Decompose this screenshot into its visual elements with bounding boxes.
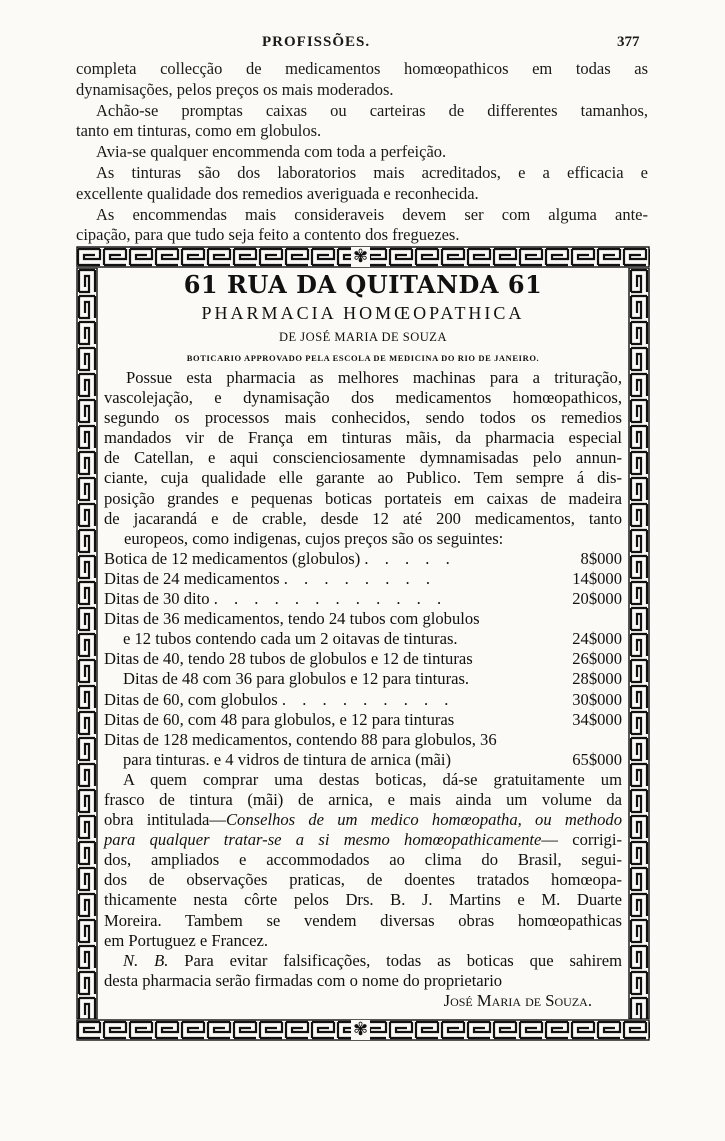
ad-line: obra intitulada—Conselhos de um medico homœopatha, ou methodo	[104, 810, 622, 830]
price-desc: Ditas de 128 medicamentos, contendo 88 para globulos, 36	[104, 729, 497, 749]
price-desc: para tinturas. e 4 vidros de tintura de arnica (mãi)	[123, 749, 452, 769]
price-value	[544, 609, 622, 629]
price-value: 34$000	[572, 709, 622, 729]
running-title: PROFISSÕES.	[262, 34, 371, 50]
price-value: 65$000	[572, 749, 622, 769]
price-desc: Ditas de 36 medicamentos, tendo 24 tubos com globulos	[104, 609, 480, 629]
ad-line: segundo os processos mais conhecidos, sendo todos os remedios	[104, 408, 622, 428]
ad-line: thicamente nesta côrte pelos Drs. B. J. Martins e M. Duarte	[104, 890, 622, 910]
page-number: 377	[617, 34, 640, 50]
floral-ornament-icon: ✾	[353, 1019, 369, 1040]
intro-line: Avia-se qualquer encommenda com toda a perfeição.	[96, 142, 447, 162]
price-value: 8$000	[580, 548, 622, 568]
price-row	[104, 589, 622, 609]
price-row	[104, 649, 622, 669]
price-row	[104, 629, 622, 649]
ad-line: dos de observações praticas, de doentes tratados homœopa-	[104, 870, 622, 890]
price-value: 30$000	[572, 689, 622, 709]
nb-label: N. B.	[123, 950, 169, 970]
intro-line: Achão-se promptas caixas ou carteiras de differentes tamanhos,	[96, 100, 648, 120]
ad-line: para qualquer tratar-se a si mesmo homœopathicamente— corrigi-	[104, 830, 622, 850]
price-row	[104, 609, 622, 629]
price-desc: Botica de 12 medicamentos (globulos) . . . . .	[104, 548, 456, 568]
price-value: 26$000	[572, 649, 622, 669]
ad-line: Moreira. Tambem se vendem diversas obras homœopathicas	[104, 910, 622, 930]
price-value: 20$000	[572, 589, 622, 609]
ad-line: ciante, cuja qualidade elle garante ao Publico. Tem sempre á dis-	[104, 468, 622, 488]
price-value: 24$000	[572, 629, 622, 649]
ad-address: 61 RUA DA QUITANDA 61	[183, 270, 543, 299]
intro-line: As tinturas são dos laboratorios mais acreditados, e a efficacia e	[96, 162, 648, 182]
ad-line: posição grandes e pequenas boticas portateis em caixas de madeira	[104, 488, 622, 508]
price-desc: Ditas de 60, com 48 para globulos, e 12 para tinturas	[104, 709, 455, 729]
book-title-part1: Conselhos de um medico homœopatha, ou methodo	[225, 810, 622, 830]
price-value: 14$000	[572, 568, 622, 588]
price-desc: Ditas de 60, com globulos . . . . . . . . .	[104, 689, 455, 709]
intro-line: cipação, para que tudo seja feito a contento dos freguezes.	[76, 225, 460, 245]
intro-line: tanto em tinturas, como em globulos.	[76, 121, 322, 141]
price-desc: Ditas de 24 medicamentos . . . . . . . .	[104, 568, 436, 588]
price-desc: Ditas de 48 com 36 para globulos e 12 para tinturas.	[123, 669, 470, 689]
signature: José Maria de Souza.	[443, 990, 592, 1010]
ad-owner: DE JOSÉ MARIA DE SOUZA	[279, 330, 447, 344]
intro-line: completa collecção de medicamentos homœopathicos em todas as	[76, 59, 648, 78]
ad-line: A quem comprar uma destas boticas, dá-se gratuitamente um	[123, 769, 622, 789]
nb-line: N. B. Para evitar falsificações, todas as boticas que sahirem	[123, 950, 622, 970]
ad-line: vascolejação, e dynamisação dos medicamentos homœopathicos,	[104, 388, 622, 408]
ad-line: dos, ampliados e accommodados ao clima do Brasil, segui-	[104, 850, 622, 870]
price-desc: e 12 tubos contendo cada um 2 oitavas de tinturas.	[123, 629, 458, 649]
floral-ornament-icon: ✾	[353, 246, 369, 267]
intro-line: As encommendas mais consideraveis devem ser com alguma ante-	[96, 204, 648, 224]
price-row	[104, 669, 622, 689]
price-value	[544, 730, 622, 750]
page-header	[0, 34, 725, 54]
price-row	[104, 549, 622, 569]
price-desc: Ditas de 30 dito . . . . . . . . . . . .	[104, 589, 448, 609]
ad-line: de Catellan, e aqui conscienciosamente dymnamisadas pelo annun-	[104, 448, 622, 468]
intro-line: dynamisações, pelos preços os mais moderados.	[76, 79, 394, 99]
ornamental-border-left	[76, 268, 98, 1019]
price-row	[104, 690, 622, 710]
ad-line: em Portuguez e Francez.	[104, 930, 269, 950]
ad-line: mandados vir de França em tinturas mãis, da pharmacia especial	[104, 428, 622, 448]
ad-body	[104, 368, 622, 1011]
price-row	[104, 569, 622, 589]
price-desc: Ditas de 40, tendo 28 tubos de globulos e 12 de tinturas	[104, 649, 473, 669]
ad-line: europeos, como indigenas, cujos preços são os seguintes:	[124, 528, 504, 548]
advertisement-content	[104, 270, 622, 1011]
price-row	[104, 750, 622, 770]
price-value: 28$000	[572, 669, 622, 689]
ad-line: Possue esta pharmacia as melhores machinas para a trituração,	[126, 368, 622, 387]
price-list	[104, 549, 622, 770]
price-row	[104, 710, 622, 730]
ad-line: desta pharmacia serão firmadas com o nome do proprietario	[104, 970, 503, 990]
book-title-part2: para qualquer tratar-se a si mesmo homœopathicamente	[104, 830, 542, 850]
intro-line: excellente qualidade dos remedios averiguada e reconhecida.	[76, 183, 479, 203]
intro-text	[76, 59, 648, 246]
ornamental-border-right	[628, 268, 650, 1019]
ad-business-name: PHARMACIA HOMŒOPATHICA	[201, 303, 525, 323]
price-row	[104, 730, 622, 750]
advertisement-box	[76, 246, 650, 1041]
ad-line: frasco de tintura (mãi) de arnica, e mais ainda um volume da	[104, 789, 622, 809]
ad-line: de jacarandá e de crable, desde 12 até 200 medicamentos, tanto	[104, 508, 622, 528]
ad-credential: BOTICARIO APPROVADO PELA ESCOLA DE MEDICINA DO RIO DE JANEIRO.	[186, 353, 540, 363]
